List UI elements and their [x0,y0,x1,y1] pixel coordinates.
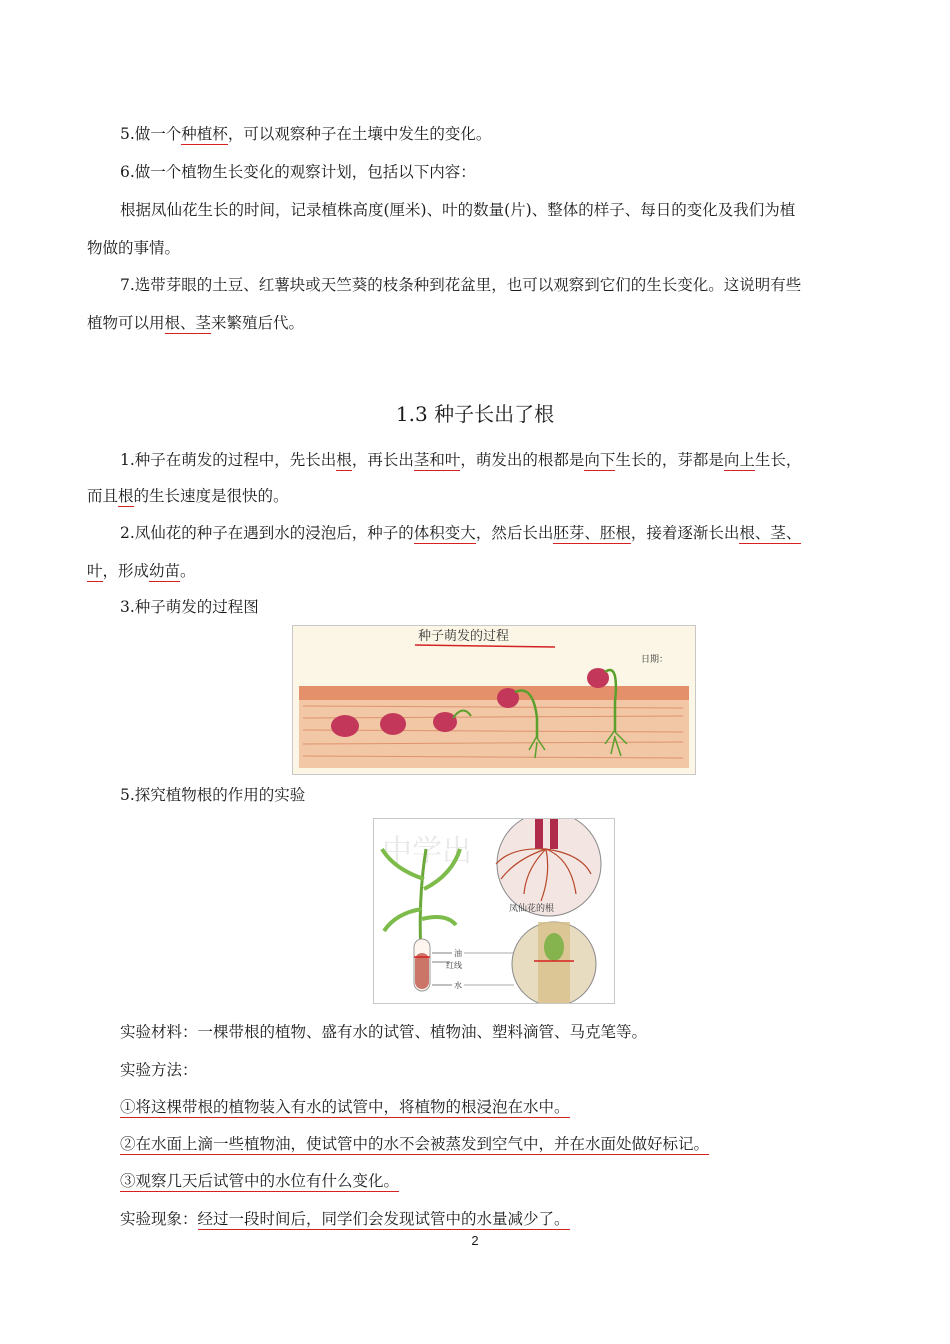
watermark: 中学出 [382,834,472,869]
germination-drawing [293,626,695,774]
item-5: 5.做一个种植杯，可以观察种子在土壤中发生的变化。 [120,125,492,143]
para-1-line2: 而且根的生长速度是很快的。 [87,487,289,505]
item-6-detail-line1: 根据凤仙花生长的时间，记录植株高度(厘米)、叶的数量(片)、整体的样子、每日的变化及我们为植 [120,201,796,219]
para-2-line1: 2.凤仙花的种子在遇到水的浸泡后，种子的体积变大，然后长出胚芽、胚根，接着逐渐长出根、茎、 [120,524,802,542]
root-experiment-figure [373,818,615,1004]
experiment-method-label: 实验方法： [120,1061,198,1079]
root-experiment-drawing [374,819,614,1003]
item-7-line2: 植物可以用根、茎来繁殖后代。 [87,314,305,332]
item-6: 6.做一个植物生长变化的观察计划，包括以下内容： [120,163,476,181]
date-label: 日期： [641,655,669,665]
experiment-materials: 实验材料：一棵带根的植物、盛有水的试管、植物油、塑料滴管、马克笔等。 [120,1023,648,1041]
label-water: 水 [454,981,462,990]
para-5: 5.探究植物根的作用的实验 [120,786,306,804]
seed-stage-2 [380,713,406,735]
label-oil: 油 [454,949,462,958]
para-2-line2: 叶，形成幼苗。 [87,562,196,580]
section-title: 1.3 种子长出了根 [395,402,555,426]
item-6-detail-line2: 物做的事情。 [87,239,181,257]
method-step-2: ②在水面上滴一些植物油，使试管中的水不会被蒸发到空气中，并在水面处做好标记。 [120,1135,710,1153]
page-number: 2 [471,1233,479,1248]
item-7-line1: 7.选带芽眼的土豆、红薯块或天竺葵的枝条种到花盆里，也可以观察到它们的生长变化。这说明有些 [120,276,802,294]
para-3: 3.种子萌发的过程图 [120,598,259,616]
method-step-1: ①将这棵带根的植物装入有水的试管中，将植物的根浸泡在水中。 [120,1098,570,1116]
germination-figure-title: 种子萌发的过程 [418,629,510,644]
root-caption: 凤仙花的根 [509,904,555,914]
method-step-3: ③观察几天后试管中的水位有什么变化。 [120,1172,400,1190]
seed-stage-3 [433,712,457,732]
experiment-phenomenon: 实验现象：经过一段时间后，同学们会发现试管中的水量减少了。 [120,1210,570,1228]
para-1-line1: 1.种子在萌发的过程中，先长出根，再长出茎和叶，萌发出的根都是向下生长的，芽都是向上生长， [120,451,802,469]
seed-stage-1 [331,715,359,737]
germination-figure [292,625,696,775]
label-redline: 红线 [446,961,462,970]
